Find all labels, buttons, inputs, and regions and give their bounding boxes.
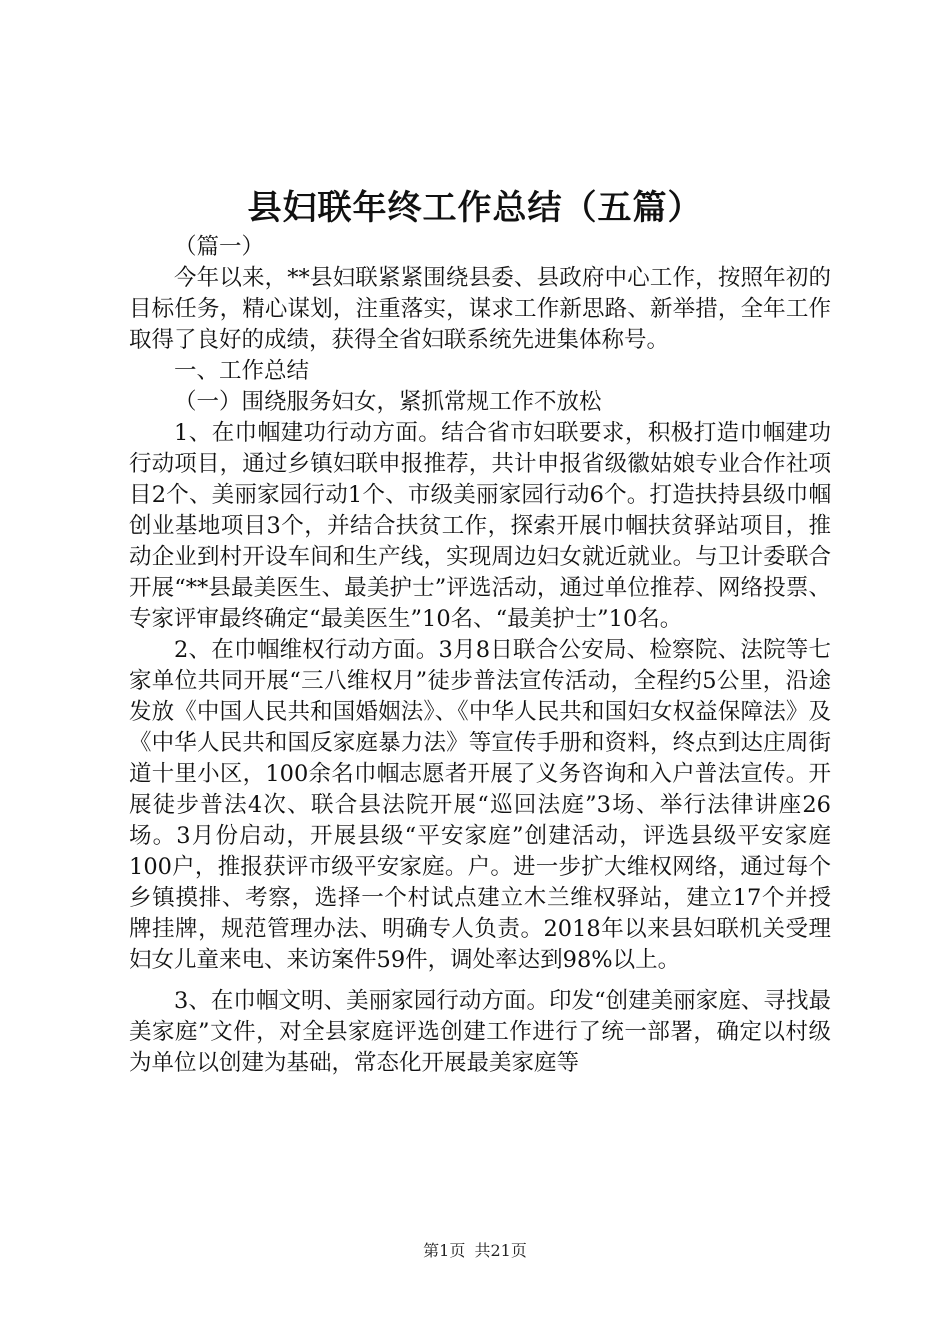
document-body	[129, 232, 831, 1079]
subheading-serve-women: （一）围绕服务妇女，紧抓常规工作不放松	[174, 389, 602, 415]
page-footer	[0, 1240, 950, 1262]
paragraph-item-1: 1、在巾帼建功行动方面。结合省市妇联要求，积极打造巾帼建功行动项目，通过乡镇妇联申报推荐，共计申报省级徽姑娘专业合作社项目2个、美丽家园行动1个、市级美丽家园行动6个。打造扶持县级巾帼创业基地项目3个，并结合扶贫工作，探索开展巾帼扶贫驿站项目，推动企业到村开设车间和生产线，实现周边妇女就近就业。与卫计委联合开展“**县最美医生、最美护士”评选活动，通过单位推荐、网络投票、专家评审最终确定“最美医生”10名、“最美护士”10名。	[129, 420, 831, 632]
paragraph-section-marker: （篇一）	[174, 234, 265, 260]
heading-work-summary: 一、工作总结	[174, 358, 310, 384]
page-number: 第1页	[423, 1241, 466, 1260]
document-title: 县妇联年终工作总结（五篇）	[247, 188, 703, 228]
page-total: 共21页	[474, 1241, 527, 1260]
paragraph-intro: 今年以来，**县妇联紧紧围绕县委、县政府中心工作，按照年初的目标任务，精心谋划，注重落实，谋求工作新思路、新举措，全年工作取得了良好的成绩，获得全省妇联系统先进集体称号。	[129, 265, 831, 353]
paragraph-item-3: 3、在巾帼文明、美丽家园行动方面。印发“创建美丽家庭、寻找最美家庭”文件，对全县家庭评选创建工作进行了统一部署，确定以村级为单位以创建为基础，常态化开展最美家庭等	[129, 988, 831, 1076]
paragraph-item-2: 2、在巾帼维权行动方面。3月8日联合公安局、检察院、法院等七家单位共同开展“三八维权月”徒步普法宣传活动，全程约5公里，沿途发放《中国人民共和国婚姻法》、《中华人民共和国妇女权益保障法》及《中华人民共和国反家庭暴力法》等宣传手册和资料，终点到达庄周街道十里小区，100余名巾帼志愿者开展了义务咨询和入户普法宣传。开展徒步普法4次、联合县法院开展“巡回法庭”3场、举行法律讲座26场。3月份启动，开展县级“平安家庭”创建活动，评选县级平安家庭100户，推报获评市级平安家庭。户。进一步扩大维权网络，通过每个乡镇摸排、考察，选择一个村试点建立木兰维权驿站，建立17个并授牌挂牌，规范管理办法、明确专人负责。2018年以来县妇联机关受理妇女儿童来电、来访案件59件，调处率达到98%以上。	[129, 637, 831, 973]
